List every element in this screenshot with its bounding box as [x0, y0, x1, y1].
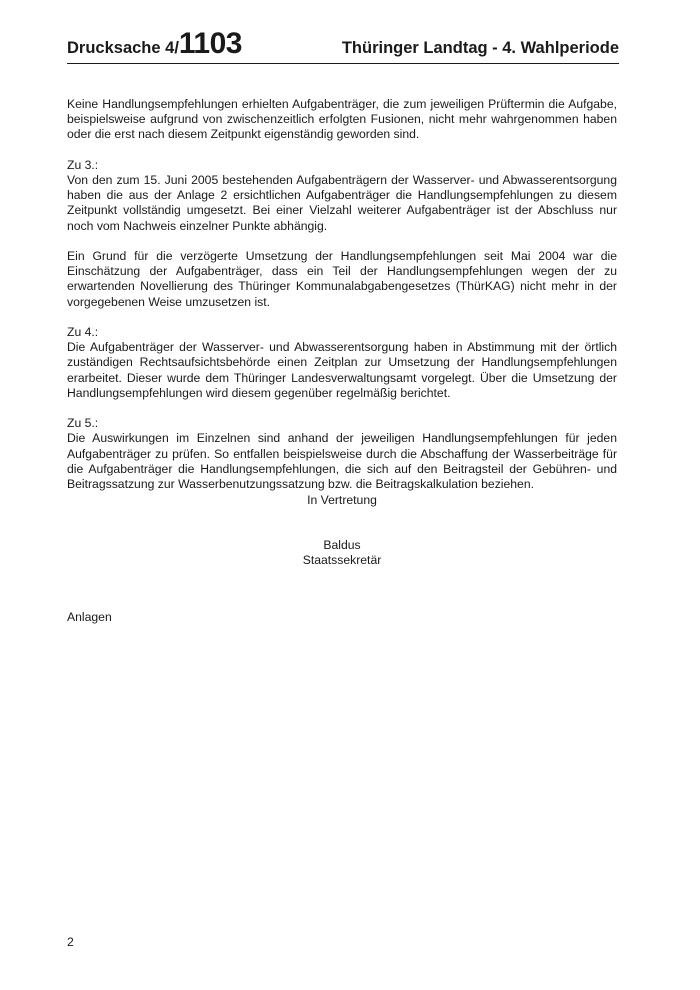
paragraph-answer-4	[67, 325, 617, 401]
document-number-prefix: Drucksache 4/	[67, 39, 179, 57]
section-heading: Zu 3.:	[67, 157, 99, 172]
attachments-label: Anlagen	[67, 610, 112, 624]
signatory-title: Staatssekretär	[302, 553, 382, 568]
paragraph-text: Von den zum 15. Juni 2005 bestehenden Aufgabenträgern der Wasserver- und Abwasserentsorgung haben die aus der Anlage 2 ersichtlichen Aufgabenträger die Handlungsempfehlungen zu diesem Zeitpunkt vollständig umgesetzt. Bei einer Vielzahl weiterer Aufgabenträger ist der Abschluss nur noch vom Nachweis einzelner Punkte abhängig.	[67, 173, 617, 233]
parliament-title: Thüringer Landtag - 4. Wahlperiode	[341, 39, 619, 57]
paragraph-text: Ein Grund für die verzögerte Umsetzung der Handlungsempfehlungen seit Mai 2004 war die Einschätzung der Aufgabenträger, dass ein Teil der Handlungsempfehlungen wegen der zu erwartenden Novellierung des Thüringer Kommunalabgabengesetzes (ThürKAG) nicht mehr in der vorgegebenen Weise umzusetzen ist.	[67, 249, 617, 309]
paragraph-answer-3	[67, 158, 617, 234]
signatory-name: Baldus	[323, 538, 361, 552]
document-number	[67, 27, 242, 60]
document-body	[67, 97, 617, 507]
paragraph-text: Keine Handlungsempfehlungen erhielten Aufgabenträger, die zum jeweiligen Prüftermin die Aufgabe, beispielsweise aufgrund von zwischenzeitlich erfolgten Fusionen, nicht mehr wahrgenommen haben oder die erst nach diesem Zeitpunkt eigenständig geworden sind.	[67, 97, 617, 142]
paragraph-text: Die Aufgabenträger der Wasserver- und Abwasserentsorgung haben in Abstimmung mit der örtlich zuständigen Rechtsaufsichtsbehörde einen Zeitplan zur Umsetzung der Handlungsempfehlungen erarbeitet. Dieser wurde dem Thüringer Landesverwaltungsamt vorgelegt. Über die Umsetzung der Handlungsempfehlungen wird diesem gegenüber regelmäßig berichtet.	[67, 340, 617, 400]
signature-block	[67, 538, 617, 568]
document-number-value: 1103	[178, 27, 242, 60]
paragraph-reason	[67, 249, 617, 310]
section-heading: Zu 4.:	[67, 325, 99, 339]
header-divider	[67, 63, 619, 64]
section-heading: Zu 5.:	[67, 416, 99, 431]
closing-phrase: In Vertretung	[307, 493, 377, 507]
paragraph-answer-5	[67, 416, 617, 492]
paragraph-intro	[67, 97, 617, 143]
page-number: 2	[67, 935, 74, 949]
page-header	[67, 27, 619, 64]
paragraph-text: Die Auswirkungen im Einzelnen sind anhand der jeweiligen Handlungsempfehlungen für jeden Aufgabenträger zu prüfen. So entfallen beispielsweise durch die Abschaffung der Wasserbeiträge für die Aufgabenträger die Handlungsempfehlungen, die sich auf den Beitragsteil der Gebühren- und Beitragssatzung zur Wasserbenutzungssatzung bzw. die Beitragskalkulation beziehen.	[67, 431, 617, 492]
